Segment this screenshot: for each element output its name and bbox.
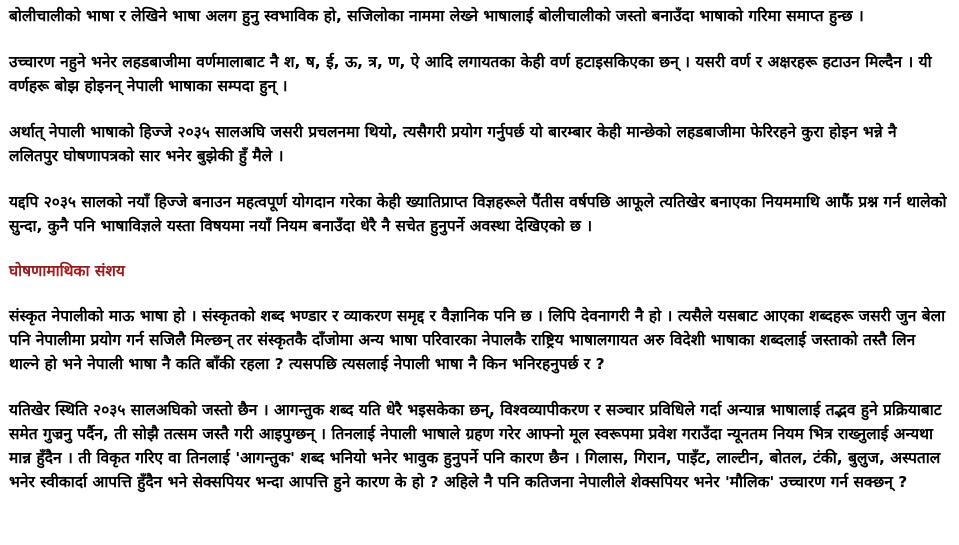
paragraph-4: यद्दपि २०३५ सालको नयाँ हिज्जे बनाउन महत्वपूर्ण योगदान गरेका केही ख्यातिप्राप्त विज्ञहरूले पैंतीस वर्षपछि आफूले त्यतिखेर बनाएका नियममाथि आफैं प्रश्न गर्न थालेको सुन्दा, कुनै पनि भाषाविज्ञले यस्ता विषयमा नयाँ नियम बनाउँदा धेरै नै सचेत हुनुपर्ने अवस्था देखिएको छ । (9, 193, 947, 235)
paragraph-1: बोलीचालीको भाषा र लेखिने भाषा अलग हुनु स्वभाविक हो, सजिलोका नाममा लेख्ने भाषालाई बोलीचालीको जस्तो बनाउँदा भाषाको गरिमा समाप्त हुन्छ । (9, 7, 864, 25)
paragraph-6: यतिखेर स्थिति २०३५ सालअघिको जस्तो छैन । आगन्तुक शब्द यति धेरै भइसकेका छन्, विश्वव्यापीकरण र सञ्चार प्रविधिले गर्दा अन्यान्न भाषालाई तद्भव हुने प्रक्रियाबाट समेत गुज्रनु पर्दैन, ती सोझै तत्सम जस्तै गरी आइपुग्छन् । तिनलाई नेपाली भाषाले ग्रहण गरेर आफ्नो मूल स्वरूपमा प्रवेश गराउँदा न्यूनतम नियम भित्र राख्नुलाई अन्यथा मान्न हुँदैन । ती विकृत गरिए वा तिनलाई 'आगन्तुक' शब्द भनियो भनेर भावुक हुनुपर्ने पनि कारण छैन । गिलास, गिरान, पाइँट, लाल्टीन, बोतल, टंकी, बुलुज, अस्पताल भनेर स्वीकार्दा आपत्ति हुँदैन भने सेक्सपियर भन्दा आपत्ति हुने कारण के हो ? अहिले नै पनि कतिजना नेपालीले शेक्सपियर भनेर 'मौलिक' उच्चारण गर्न सक्छन् ? (9, 401, 942, 491)
section-heading: घोषणामाथिका संशय (9, 262, 125, 280)
paragraph-3: अर्थात् नेपाली भाषाको हिज्जे २०३५ सालअघि जसरी प्रचलनमा थियो, त्यसैगरी प्रयोग गर्नुपर्छ यो बारम्बार केही मान्छेको लहडबाजीमा फेरिरहने कुरा होइन भन्ने नै ललितपुर घोषणापत्रको सार भनेर बुझेकी हुँ मैले । (9, 123, 897, 165)
paragraph-5: संस्कृत नेपालीको माऊ भाषा हो । संस्कृतको शब्द भण्डार र व्याकरण समृद्द र वैज्ञानिक पनि छ । लिपि देवनागरी नै हो । त्यसैले यसबाट आएका शब्दहरू जसरी जुन बेला पनि नेपालीमा प्रयोग गर्न सजिलै मिल्छन् तर संस्कृतकै दाँजोमा अन्य भाषा परिवारका नेपालकै राष्ट्रिय भाषालगायत अरु विदेशी भाषाका शब्दलाई जस्ताको तस्तै लिन थाल्ने हो भने नेपाली भाषा नै कति बाँकी रहला ? त्यसपछि त्यसलाई नेपाली भाषा नै किन भनिरहनुपर्छ र ? (9, 307, 946, 373)
paragraph-2: उच्चारण नहुने भनेर लहडबाजीमा वर्णमालाबाट नै श, ष, ई, ऊ, त्र, ण, ऐ आदि लगायतका केही वर्ण हटाइसकिएका छन् । यसरी वर्ण र अक्षरहरू हटाउन मिल्दैन । यी वर्णहरू बोझ होइनन् नेपाली भाषाका सम्पदा हुन् । (9, 53, 932, 95)
